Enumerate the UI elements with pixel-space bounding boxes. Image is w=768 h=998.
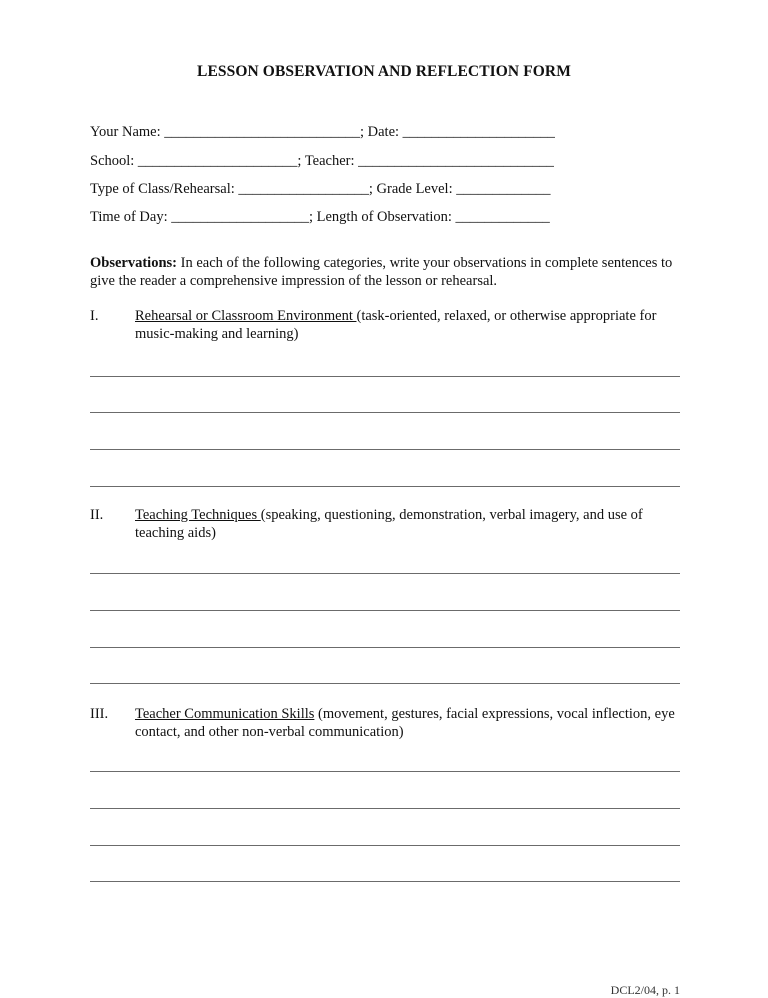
observations-instructions <box>90 254 690 290</box>
section-heading: Rehearsal or Classroom Environment <box>135 308 357 324</box>
answer-line <box>90 647 680 648</box>
school-teacher-field-line: School: ______________________; Teacher: ___________________________ <box>90 153 554 169</box>
answer-line <box>90 573 680 574</box>
observations-text: In each of the following categories, write your observations in complete sentences to give the reader a comprehensive impression of the lesson or rehearsal. <box>90 255 673 289</box>
answer-line <box>90 881 680 882</box>
answer-line <box>90 449 680 450</box>
section-body <box>135 307 690 343</box>
time-length-field-line: Time of Day: ___________________; Length of Observation: _____________ <box>90 209 550 225</box>
answer-line <box>90 486 680 487</box>
answer-line <box>90 683 680 684</box>
class-grade-field-line: Type of Class/Rehearsal: __________________; Grade Level: _____________ <box>90 181 551 197</box>
answer-line <box>90 808 680 809</box>
answer-line <box>90 845 680 846</box>
answer-line <box>90 610 680 611</box>
answer-line <box>90 376 680 377</box>
section-description: (speaking, questioning, demonstration, verbal imagery, and use of teaching aids) <box>135 507 643 541</box>
form-title: LESSON OBSERVATION AND REFLECTION FORM <box>197 63 571 80</box>
section-heading: Teacher Communication Skills <box>135 706 315 722</box>
name-date-field-line: Your Name: ___________________________; Date: _____________________ <box>90 124 555 140</box>
section-numeral: III. <box>90 706 109 722</box>
answer-line <box>90 412 680 413</box>
section-heading: Teaching Techniques <box>135 507 261 523</box>
section-description: (movement, gestures, facial expressions, vocal inflection, eye contact, and other non-verbal communication) <box>135 706 675 740</box>
section-body <box>135 705 690 741</box>
section-numeral: I. <box>90 308 99 324</box>
answer-line <box>90 771 680 772</box>
page-footer: DCL2/04, p. 1 <box>610 983 680 997</box>
section-numeral: II. <box>90 507 104 523</box>
section-body <box>135 506 690 542</box>
section-description: (task-oriented, relaxed, or otherwise appropriate for music-making and learning) <box>135 308 657 342</box>
observations-label: Observations: <box>90 255 177 271</box>
